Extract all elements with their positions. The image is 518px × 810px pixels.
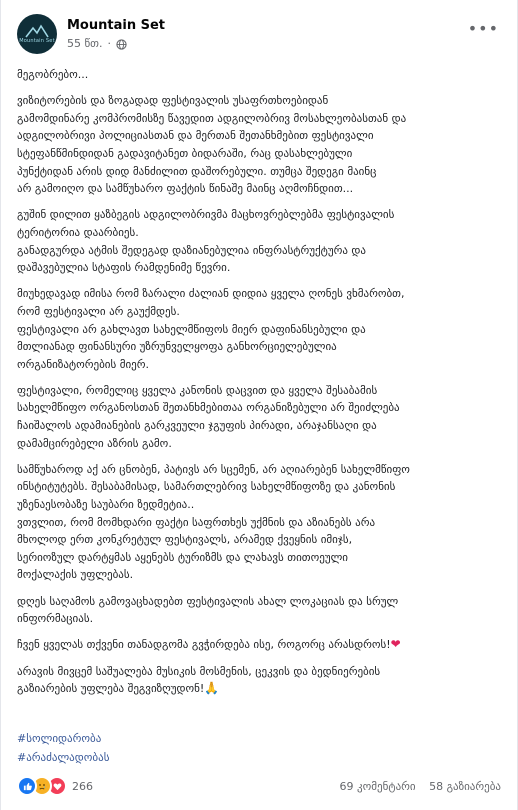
post-timestamp[interactable]: 55 წთ. xyxy=(67,37,103,50)
text-line: ორგანიზატორების მიერ. xyxy=(17,357,150,371)
text-line: მთლიანად ფინანსური უზრუნველყოფა განხორციელებულია xyxy=(17,340,337,354)
text-line-with-emoji xyxy=(17,636,503,654)
praying-hands-emoji-icon: 🙏 xyxy=(204,681,220,696)
paragraph-7 xyxy=(17,593,503,628)
text-line: უზენაესობაზე საუბარი ზედმეტია.. xyxy=(17,498,195,512)
text-line: გაზიარების უფლება შეგვიზღუდონ! xyxy=(17,682,205,696)
paragraph-1 xyxy=(17,66,503,84)
text-line: დაშავებულია სტაფის რამდენიმე წევრი. xyxy=(17,261,231,275)
text-line: სტეფანწმინდიდან გადავიტანეთ ბიდარაში, რაც დასახლებული xyxy=(17,146,353,160)
post-footer xyxy=(17,776,501,796)
page-name-link[interactable]: Mountain Set xyxy=(67,18,165,33)
globe-icon[interactable] xyxy=(116,39,127,50)
hashtag-list xyxy=(17,729,109,767)
text-line: ფესტივალი, რომელიც ყველა კანონის დაცვით და ყველა შესაბამის xyxy=(17,383,378,397)
post-header xyxy=(17,14,165,54)
reaction-count: 266 xyxy=(72,779,93,793)
text-line: განადგურდა ატმის შედეგად დაზიანებულია ინფრასტრუქტურა და xyxy=(17,243,367,257)
paragraph-5 xyxy=(17,382,503,452)
paragraph-2 xyxy=(17,92,503,198)
text-line: სახელმწიფო ორგანოსთან შეთანხმებითაა ორგანიზებული არ შეიძლება xyxy=(17,401,400,415)
text-line: მოქალაქის უფლებას. xyxy=(17,568,134,582)
post-options-icon[interactable]: ••• xyxy=(467,19,499,38)
post-body xyxy=(17,66,503,706)
text-line: დღეს საღამოს გამოვაცხადებთ ფესტივალის ახალ ლოკაციას და სრულ xyxy=(17,594,399,608)
text-line: ადგილობრივი პოლიციასთან და მერთან შეთანხმებით ფესტივალი xyxy=(17,129,374,143)
text-line: ჩვენ ყველას თქვენი თანადგომა გვჭირდება ისე, როგორც არასდროს! xyxy=(17,638,391,652)
text-line: სამწუხაროდ აქ არ ცნობენ, პატივს არ სცემენ, არ აღიარებენ სახელმწიფო xyxy=(17,462,410,476)
post-subline xyxy=(67,37,165,51)
text-line: ინფორმაციას. xyxy=(17,612,94,626)
text-line: სერიოზულ დარტყმას აყენებს ტურიზმს და ლახავს თითოეული xyxy=(17,550,348,564)
engagement-counts xyxy=(340,780,501,793)
shares-count-link[interactable]: 58 გაზიარება xyxy=(429,779,501,793)
text-line: ჩაიშალოს ადამიანების გარკვეული ჯგუფის პირადი, არაჯანსაღი და xyxy=(17,419,377,433)
text-line: ინსტიტუტებს. შესაბამისად, სამართლებრივ სახელმწიფოზე და კანონის xyxy=(17,480,396,494)
page-avatar[interactable] xyxy=(17,14,57,54)
text-line: არ გამოიღო და სამწუხარო ფაქტის წინაშე მაინც აღმოჩნდით... xyxy=(17,182,354,196)
text-line: ვიზიტორების და ზოგადად ფესტივალის უსაფრთხოებიდან xyxy=(17,94,329,108)
text-line: რომ ფესტივალი არ გაუქმდეს. xyxy=(17,304,180,318)
paragraph-9 xyxy=(17,663,503,698)
text-line: პუნქტიდან არის დიდ მანძილით დაშორებული. თუმცა შედეგი მაინც xyxy=(17,164,377,178)
paragraph-3 xyxy=(17,206,503,276)
text-line: გამომდინარე კომპრომისზე წავედით ადგილობრივ მოსახლეობასთან და xyxy=(17,111,407,125)
text-line: ვთვლით, რომ მომხდარი ფაქტი საფრთხეს უქმნის და აზიანებს არა xyxy=(17,515,376,529)
text-line: არავის მივცემ საშუალება მუსიკის მოსმენის, ცეკვის და ბედნიერების xyxy=(17,664,381,678)
post-meta xyxy=(67,17,165,51)
avatar-text: Mountain Set xyxy=(19,38,55,44)
hashtag-link[interactable]: #არაძალადობას xyxy=(17,751,110,764)
text-line: ტერიტორია დაარბიეს. xyxy=(17,225,139,239)
text-line: მხოლოდ ერთ კონკრეტულ ფესტივალს, არამედ ქვეყნის იმიჯს, xyxy=(17,533,353,547)
mountain-logo-icon xyxy=(25,24,49,38)
text-line: ფესტივალი არ გახლავთ სახელმწიფოს მიერ დაფინანსებული და xyxy=(17,322,366,336)
text-line-with-emoji xyxy=(17,680,503,698)
text-line: მეგობრებო... xyxy=(17,68,89,81)
paragraph-6 xyxy=(17,461,503,584)
like-reaction-icon xyxy=(17,776,37,796)
reactions-summary[interactable] xyxy=(17,776,93,796)
text-line: დამამცირებელი აზრის გამო. xyxy=(17,436,172,450)
comments-count-link[interactable]: 69 კომენტარი xyxy=(339,779,416,793)
separator-dot: · xyxy=(107,37,111,50)
red-heart-emoji-icon: ❤ xyxy=(390,637,401,652)
text-line: გუშინ დილით ყაზბეგის ადგილობრივმა მაცხოვრებლებმა ფესტივალის xyxy=(17,208,395,222)
text-line: მიუხედავად იმისა რომ ზარალი ძალიან დიდია ყველა ღონეს ვხმარობთ, xyxy=(17,287,405,301)
paragraph-8 xyxy=(17,636,503,654)
paragraph-4 xyxy=(17,285,503,373)
hashtag-link[interactable]: #სოლიდარობა xyxy=(17,732,102,745)
